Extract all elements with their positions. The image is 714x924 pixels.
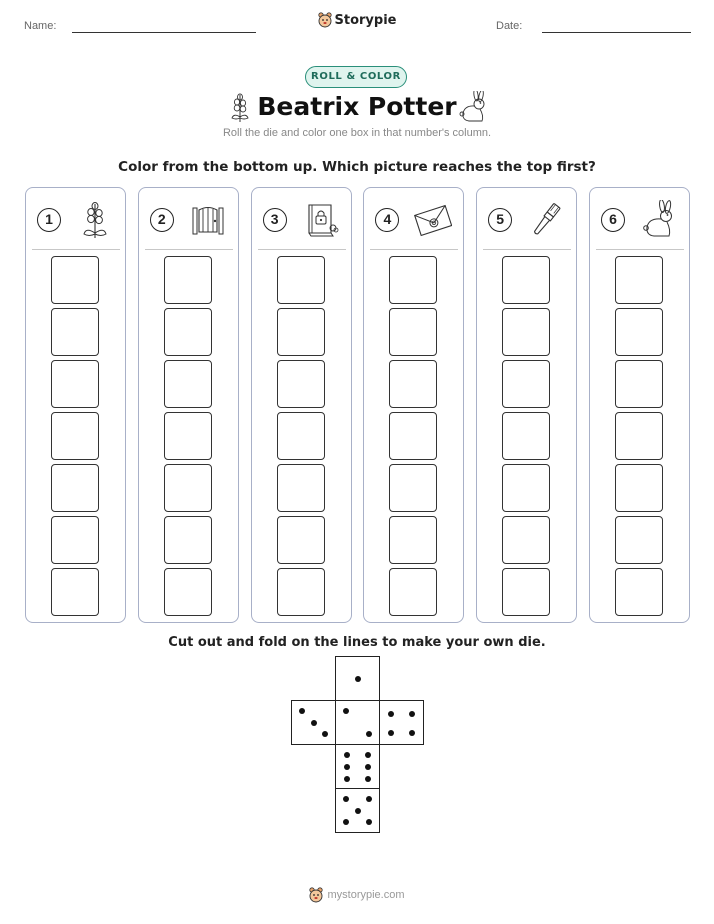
color-box[interactable]: [615, 464, 663, 512]
color-box[interactable]: [502, 568, 550, 616]
die-face-6: [335, 744, 380, 789]
die-pip: [343, 708, 349, 714]
column-number: 1: [37, 208, 61, 232]
die-pip: [311, 720, 317, 726]
column-header: [590, 188, 689, 248]
die-pip: [366, 819, 372, 825]
color-box[interactable]: [389, 516, 437, 564]
die-pip: [365, 764, 371, 770]
color-box[interactable]: [615, 412, 663, 460]
color-box[interactable]: [502, 360, 550, 408]
rabbit-icon: [457, 91, 489, 123]
die-pip: [366, 731, 372, 737]
die-pip: [344, 764, 350, 770]
color-box[interactable]: [615, 360, 663, 408]
garden-gate-icon: [189, 200, 227, 240]
color-box[interactable]: [51, 568, 99, 616]
color-box[interactable]: [615, 256, 663, 304]
color-box[interactable]: [502, 464, 550, 512]
color-box[interactable]: [389, 360, 437, 408]
color-box[interactable]: [164, 308, 212, 356]
cut-instruction: Cut out and fold on the lines to make your own die.: [168, 635, 546, 650]
color-box[interactable]: [389, 464, 437, 512]
die-pip: [343, 819, 349, 825]
color-box[interactable]: [277, 308, 325, 356]
column-number: 3: [263, 208, 287, 232]
color-box[interactable]: [389, 412, 437, 460]
die-pip: [299, 708, 305, 714]
die-pip: [344, 752, 350, 758]
die-pip: [409, 730, 415, 736]
color-box[interactable]: [164, 464, 212, 512]
footer: [0, 887, 714, 906]
game-instruction: Color from the bottom up. Which picture reaches the top first?: [118, 159, 596, 175]
die-face-1: [335, 656, 380, 701]
die-pip: [366, 796, 372, 802]
column-3: [251, 187, 352, 623]
die-pip: [409, 711, 415, 717]
color-box[interactable]: [51, 464, 99, 512]
subtitle: Roll the die and color one box in that number's column.: [222, 127, 492, 139]
column-number: 6: [601, 208, 625, 232]
column-header: [252, 188, 351, 248]
locked-book-icon: [302, 200, 340, 240]
color-box[interactable]: [277, 464, 325, 512]
color-box[interactable]: [615, 516, 663, 564]
column-1: [25, 187, 126, 623]
brand-name: Storypie: [334, 12, 397, 28]
color-box[interactable]: [389, 256, 437, 304]
color-box[interactable]: [502, 256, 550, 304]
color-box[interactable]: [277, 568, 325, 616]
color-box[interactable]: [615, 308, 663, 356]
die-pip: [388, 730, 394, 736]
date-field[interactable]: [542, 32, 691, 33]
color-box[interactable]: [502, 412, 550, 460]
die-face-2: [335, 700, 380, 745]
color-box[interactable]: [51, 308, 99, 356]
column-2: [138, 187, 239, 623]
column-number: 2: [150, 208, 174, 232]
column-header: [26, 188, 125, 248]
column-4: [363, 187, 464, 623]
page-title: Beatrix Potter: [257, 92, 457, 121]
sealed-letter-icon: [414, 200, 452, 240]
color-box[interactable]: [164, 256, 212, 304]
die-pip: [343, 796, 349, 802]
column-6: [589, 187, 690, 623]
column-number: 4: [375, 208, 399, 232]
roll-columns: [25, 187, 690, 623]
color-box[interactable]: [164, 516, 212, 564]
color-box[interactable]: [502, 516, 550, 564]
footer-url: mystorypie.com: [327, 889, 405, 901]
color-box[interactable]: [615, 568, 663, 616]
storypie-mascot-icon: [309, 887, 323, 903]
color-box[interactable]: [164, 568, 212, 616]
color-box[interactable]: [277, 516, 325, 564]
color-box[interactable]: [277, 360, 325, 408]
die-pip: [388, 711, 394, 717]
die-pip: [365, 776, 371, 782]
foxglove-flower-icon: [76, 200, 114, 240]
storypie-mascot-icon: [318, 12, 332, 28]
die-pip: [344, 776, 350, 782]
color-box[interactable]: [51, 360, 99, 408]
color-box[interactable]: [51, 412, 99, 460]
die-face-4: [379, 700, 424, 745]
column-5: [476, 187, 577, 623]
column-divider: [145, 249, 233, 250]
column-number: 5: [488, 208, 512, 232]
paintbrush-icon: [527, 200, 565, 240]
die-pip: [355, 808, 361, 814]
color-box[interactable]: [51, 256, 99, 304]
die-pip: [355, 676, 361, 682]
color-box[interactable]: [164, 412, 212, 460]
roll-color-badge: ROLL & COLOR: [305, 66, 407, 88]
name-field[interactable]: [72, 32, 256, 33]
die-pip: [322, 731, 328, 737]
column-header: [139, 188, 238, 248]
column-divider: [258, 249, 346, 250]
date-label: Date:: [496, 20, 523, 32]
die-face-3: [291, 700, 336, 745]
color-box[interactable]: [277, 256, 325, 304]
column-divider: [483, 249, 571, 250]
rabbit-icon: [640, 200, 678, 240]
column-header: [364, 188, 463, 248]
color-box[interactable]: [389, 308, 437, 356]
column-divider: [370, 249, 458, 250]
color-box[interactable]: [164, 360, 212, 408]
column-divider: [32, 249, 120, 250]
column-divider: [596, 249, 684, 250]
color-box[interactable]: [502, 308, 550, 356]
brand-logo: [0, 12, 714, 32]
color-box[interactable]: [51, 516, 99, 564]
color-box[interactable]: [277, 412, 325, 460]
color-box[interactable]: [389, 568, 437, 616]
name-label: Name:: [24, 20, 57, 32]
die-face-5: [335, 788, 380, 833]
die-pip: [365, 752, 371, 758]
column-header: [477, 188, 576, 248]
